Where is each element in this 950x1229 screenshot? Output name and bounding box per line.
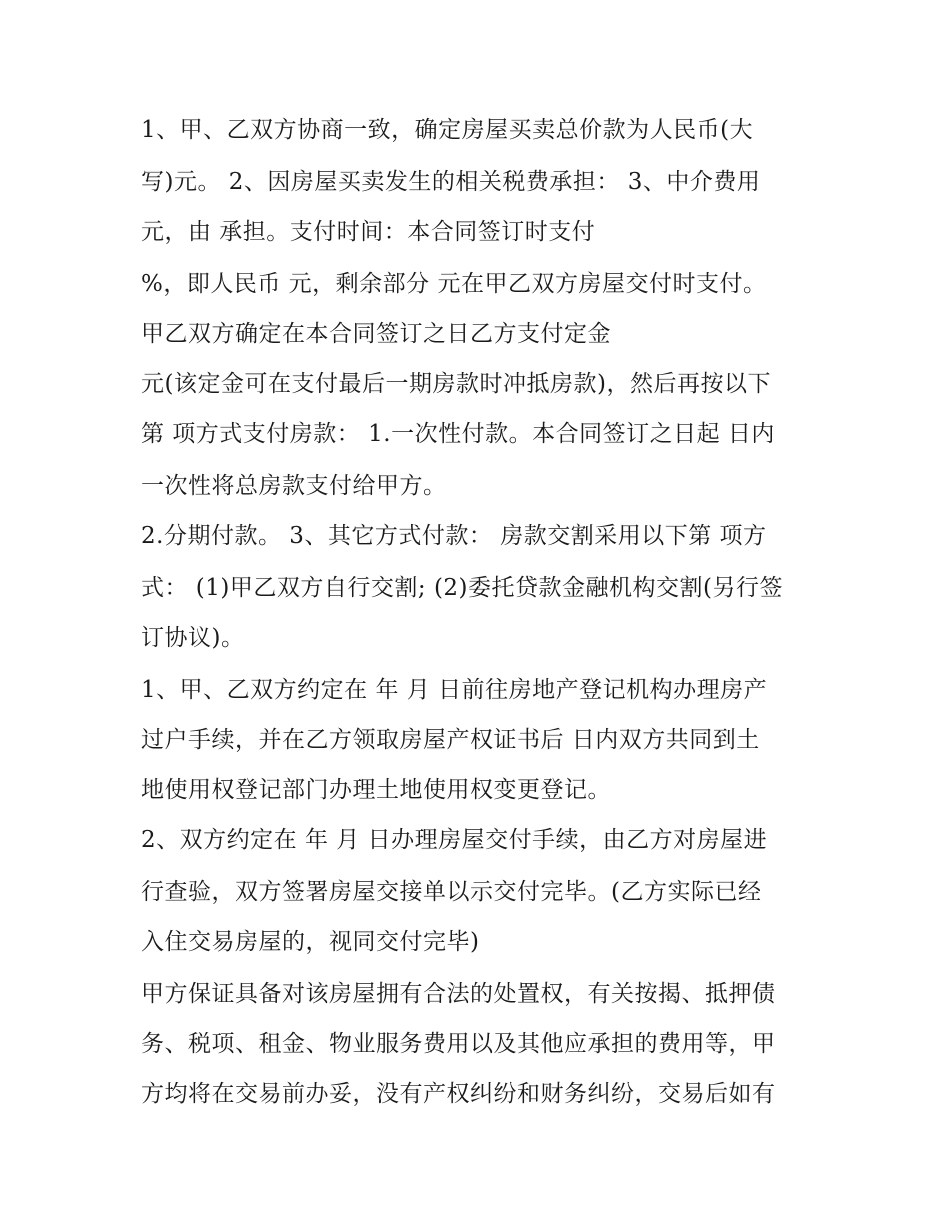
text-line: 式： (1)甲乙双方自行交割; (2)委托贷款金融机构交割(另行签	[141, 575, 784, 601]
text-line: 写)元。 2、因房屋买卖发生的相关税费承担： 3、中介费用	[141, 169, 761, 195]
text-line: 元(该定金可在支付最后一期房款时冲抵房款)，然后再按以下	[141, 371, 771, 397]
text-line: 甲方保证具备对该房屋拥有合法的处置权，有关按揭、抵押债	[141, 981, 776, 1007]
text-line: 订协议)。	[141, 625, 245, 651]
text-line: 方均将在交易前办妥，没有产权纠纷和财务纠纷，交易后如有	[141, 1081, 776, 1107]
text-line: %，即人民币 元，剩余部分 元在甲乙双方房屋交付时支付。	[141, 271, 767, 297]
text-line: 地使用权登记部门办理土地使用权变更登记。	[141, 777, 611, 803]
text-line: 甲乙双方确定在本合同签订之日乙方支付定金	[141, 321, 611, 347]
text-line: 一次性将总房款支付给甲方。	[141, 473, 447, 499]
text-line: 过户手续，并在乙方领取房屋产权证书后 日内双方共同到土	[141, 727, 760, 753]
text-line: 第 项方式支付房款： 1.一次性付款。本合同签订之日起 日内	[141, 421, 775, 447]
text-line: 1、甲、乙双方协商一致，确定房屋买卖总价款为人民币(大	[141, 117, 754, 143]
text-line: 入住交易房屋的，视同交付完毕)	[141, 929, 480, 955]
text-line: 行查验，双方签署房屋交接单以示交付完毕。(乙方实际已经	[141, 879, 762, 905]
text-line: 1、甲、乙双方约定在 年 月 日前往房地产登记机构办理房产	[141, 677, 768, 703]
text-line: 2.分期付款。 3、其它方式付款： 房款交割采用以下第 项方	[141, 523, 767, 549]
text-line: 2、双方约定在 年 月 日办理房屋交付手续，由乙方对房屋进	[141, 827, 768, 853]
text-line: 元，由 承担。支付时间：本合同签订时支付	[141, 219, 596, 245]
text-line: 务、税项、租金、物业服务费用以及其他应承担的费用等，甲	[141, 1031, 776, 1057]
